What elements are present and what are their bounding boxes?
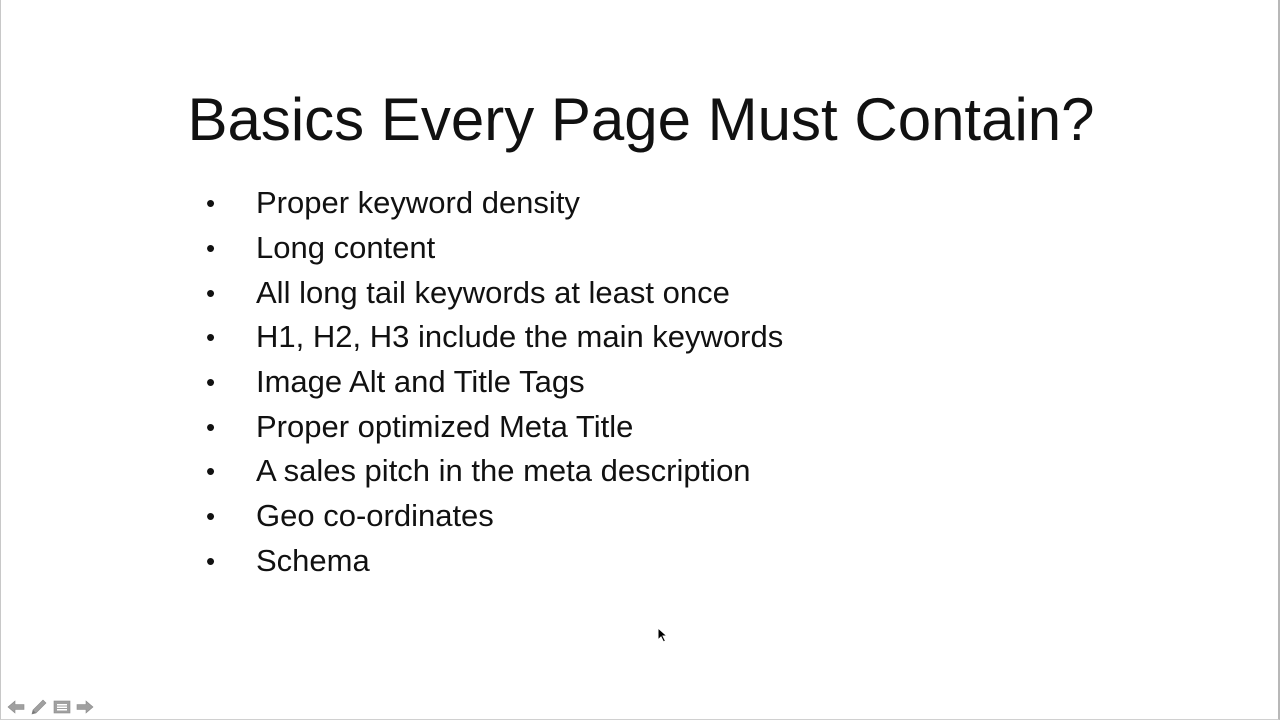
- list-item: [206, 494, 783, 539]
- bullet-icon: •: [206, 411, 216, 442]
- bullet-icon: •: [206, 545, 216, 576]
- slideshow-controls: [6, 698, 95, 716]
- bullet-text: Schema: [256, 542, 370, 578]
- mouse-cursor-icon: [657, 627, 669, 643]
- bullet-text: Geo co-ordinates: [256, 498, 494, 534]
- bullet-list: [206, 181, 783, 583]
- slide-title: Basics Every Page Must Contain?: [187, 86, 1095, 153]
- arrow-left-icon: [7, 700, 25, 714]
- bullet-icon: •: [206, 277, 216, 308]
- bullet-text: H1, H2, H3 include the main keywords: [256, 319, 784, 355]
- bullet-text: Long content: [256, 230, 436, 266]
- next-slide-button[interactable]: [75, 698, 95, 716]
- bullet-icon: •: [206, 188, 216, 219]
- slide-menu-button[interactable]: [52, 698, 72, 716]
- bullet-icon: •: [206, 322, 216, 353]
- bullet-text: Proper optimized Meta Title: [256, 408, 634, 444]
- bullet-text: A sales pitch in the meta description: [256, 453, 751, 489]
- previous-slide-button[interactable]: [6, 698, 26, 716]
- bullet-text: All long tail keywords at least once: [256, 274, 730, 310]
- list-item: [206, 449, 783, 494]
- bullet-text: Proper keyword density: [256, 185, 580, 221]
- list-item: [206, 315, 783, 360]
- list-item: [206, 226, 783, 271]
- bullet-icon: •: [206, 233, 216, 264]
- list-item: [206, 181, 783, 226]
- arrow-right-icon: [76, 700, 94, 714]
- list-item: [206, 539, 783, 584]
- bullet-icon: •: [206, 456, 216, 487]
- pen-icon: [30, 699, 48, 715]
- menu-icon: [53, 700, 71, 714]
- bullet-icon: •: [206, 367, 216, 398]
- bullet-text: Image Alt and Title Tags: [256, 364, 585, 400]
- pen-tool-button[interactable]: [29, 698, 49, 716]
- bullet-icon: •: [206, 501, 216, 532]
- list-item: [206, 270, 783, 315]
- list-item: [206, 360, 783, 405]
- list-item: [206, 404, 783, 449]
